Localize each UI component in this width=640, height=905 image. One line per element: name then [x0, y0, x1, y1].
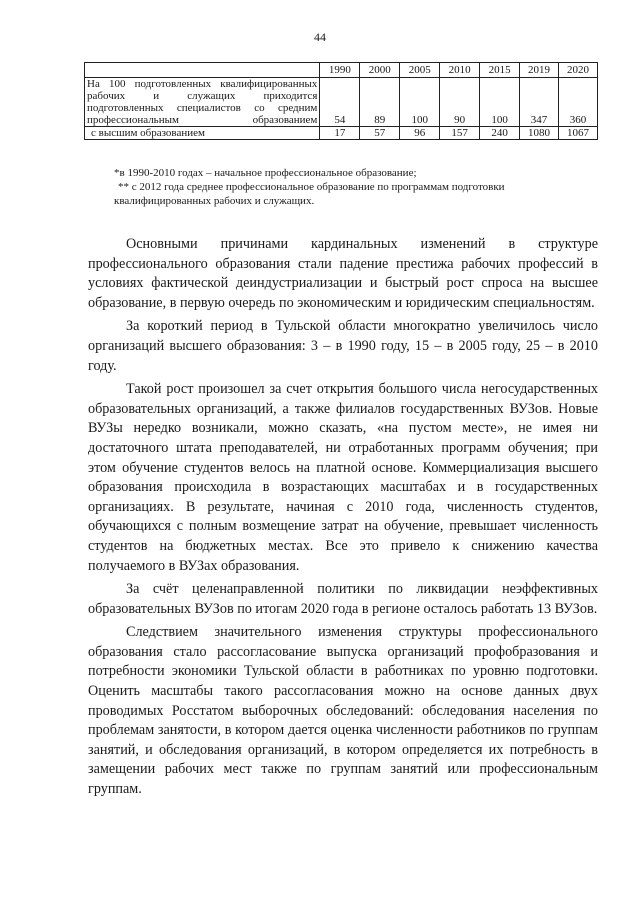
table-cell: 157 — [440, 127, 480, 140]
table-header-year: 2005 — [400, 63, 440, 78]
table-header-year: 1990 — [320, 63, 360, 78]
table-cell: 347 — [520, 78, 559, 127]
table-row-label: с высшим образованием — [85, 127, 320, 140]
table-row — [85, 78, 598, 127]
table-header-year: 2010 — [440, 63, 480, 78]
table-header-year: 2015 — [480, 63, 520, 78]
table-cell: 17 — [320, 127, 360, 140]
body-text — [88, 235, 598, 804]
table-header-year: 2020 — [559, 63, 598, 78]
table-header-empty-cell — [85, 63, 320, 78]
statistics-table — [84, 62, 598, 140]
table-cell: 1067 — [559, 127, 598, 140]
paragraph: За короткий период в Тульской области многократно увеличилось число организаций высшего образования: 3 – в 1990 году, 15 – в 2005 году, 25 – в 2010 году. — [88, 318, 598, 374]
table-cell: 100 — [400, 78, 440, 127]
table-cell: 240 — [480, 127, 520, 140]
paragraph: Основными причинами кардинальных изменений в структуре профессионального образования стали падение престижа рабочих профессий в условиях фактической деиндустриализации и быстрый рост спроса на высшее образование, в первую очередь по экономическим и юридическим специальностям. — [88, 236, 598, 311]
footnotes — [114, 166, 600, 208]
table-cell: 54 — [320, 78, 360, 127]
table-cell: 90 — [440, 78, 480, 127]
table-header-year: 2000 — [360, 63, 400, 78]
table-cell: 360 — [559, 78, 598, 127]
footnote: ** с 2012 года среднее профессиональное образование по программам подготовки квалифицированных рабочих и служащих. — [114, 181, 505, 207]
table-cell: 96 — [400, 127, 440, 140]
table-cell: 1080 — [520, 127, 559, 140]
table-cell: 57 — [360, 127, 400, 140]
paragraph: Следствием значительного изменения структуры профессионального образования стало рассогласование выпуска организаций профобразования и потребности экономики Тульской области в работниках по уровню подготовки. Оценить масштабы такого рассогласования можно на основе данных двух проводимых Росстатом выборочных обследований: обследования населения по проблемам занятости, в котором дается оценка численности работников по группам занятий, и обследования организаций, в котором определяется их потребность в замещении рабочих мест также по группам занятий или профессиональным группам. — [88, 624, 598, 798]
table-cell: 100 — [480, 78, 520, 127]
table-header-year: 2019 — [520, 63, 559, 78]
page-number: 44 — [314, 30, 326, 44]
paragraph: За счёт целенаправленной политики по ликвидации неэффективных образовательных ВУЗов по итогам 2020 года в регионе осталось работать 13 ВУЗов. — [88, 581, 598, 617]
paragraph: Такой рост произошел за счет открытия большого числа негосударственных образовательных организаций, а также филиалов государственных ВУЗов. Новые ВУЗы нередко возникали, можно сказать, «на пустом месте», не имея ни достаточного штата преподавателей, ни отработанных программ обучения; при этом обучение студентов велось на платной основе. Коммерциализация высшего образования происходила в возрастающих масштабах и в государственных организациях. В результате, начиная с 2010 года, численность студентов, обучающихся с полным возмещение затрат на обучение, превышает численность студентов на бюджетных местах. Все это привело к снижению качества получаемого в ВУЗах образования. — [88, 381, 598, 574]
table-row — [85, 127, 598, 140]
table-header-row — [85, 63, 598, 78]
table-row-label: На 100 подготовленных квалифицированных рабочих и служащих приходится подготовленных специалистов со средним профессиональным образованием — [85, 78, 320, 127]
footnote: *в 1990-2010 годах – начальное профессиональное образование; — [114, 167, 417, 179]
table-cell: 89 — [360, 78, 400, 127]
